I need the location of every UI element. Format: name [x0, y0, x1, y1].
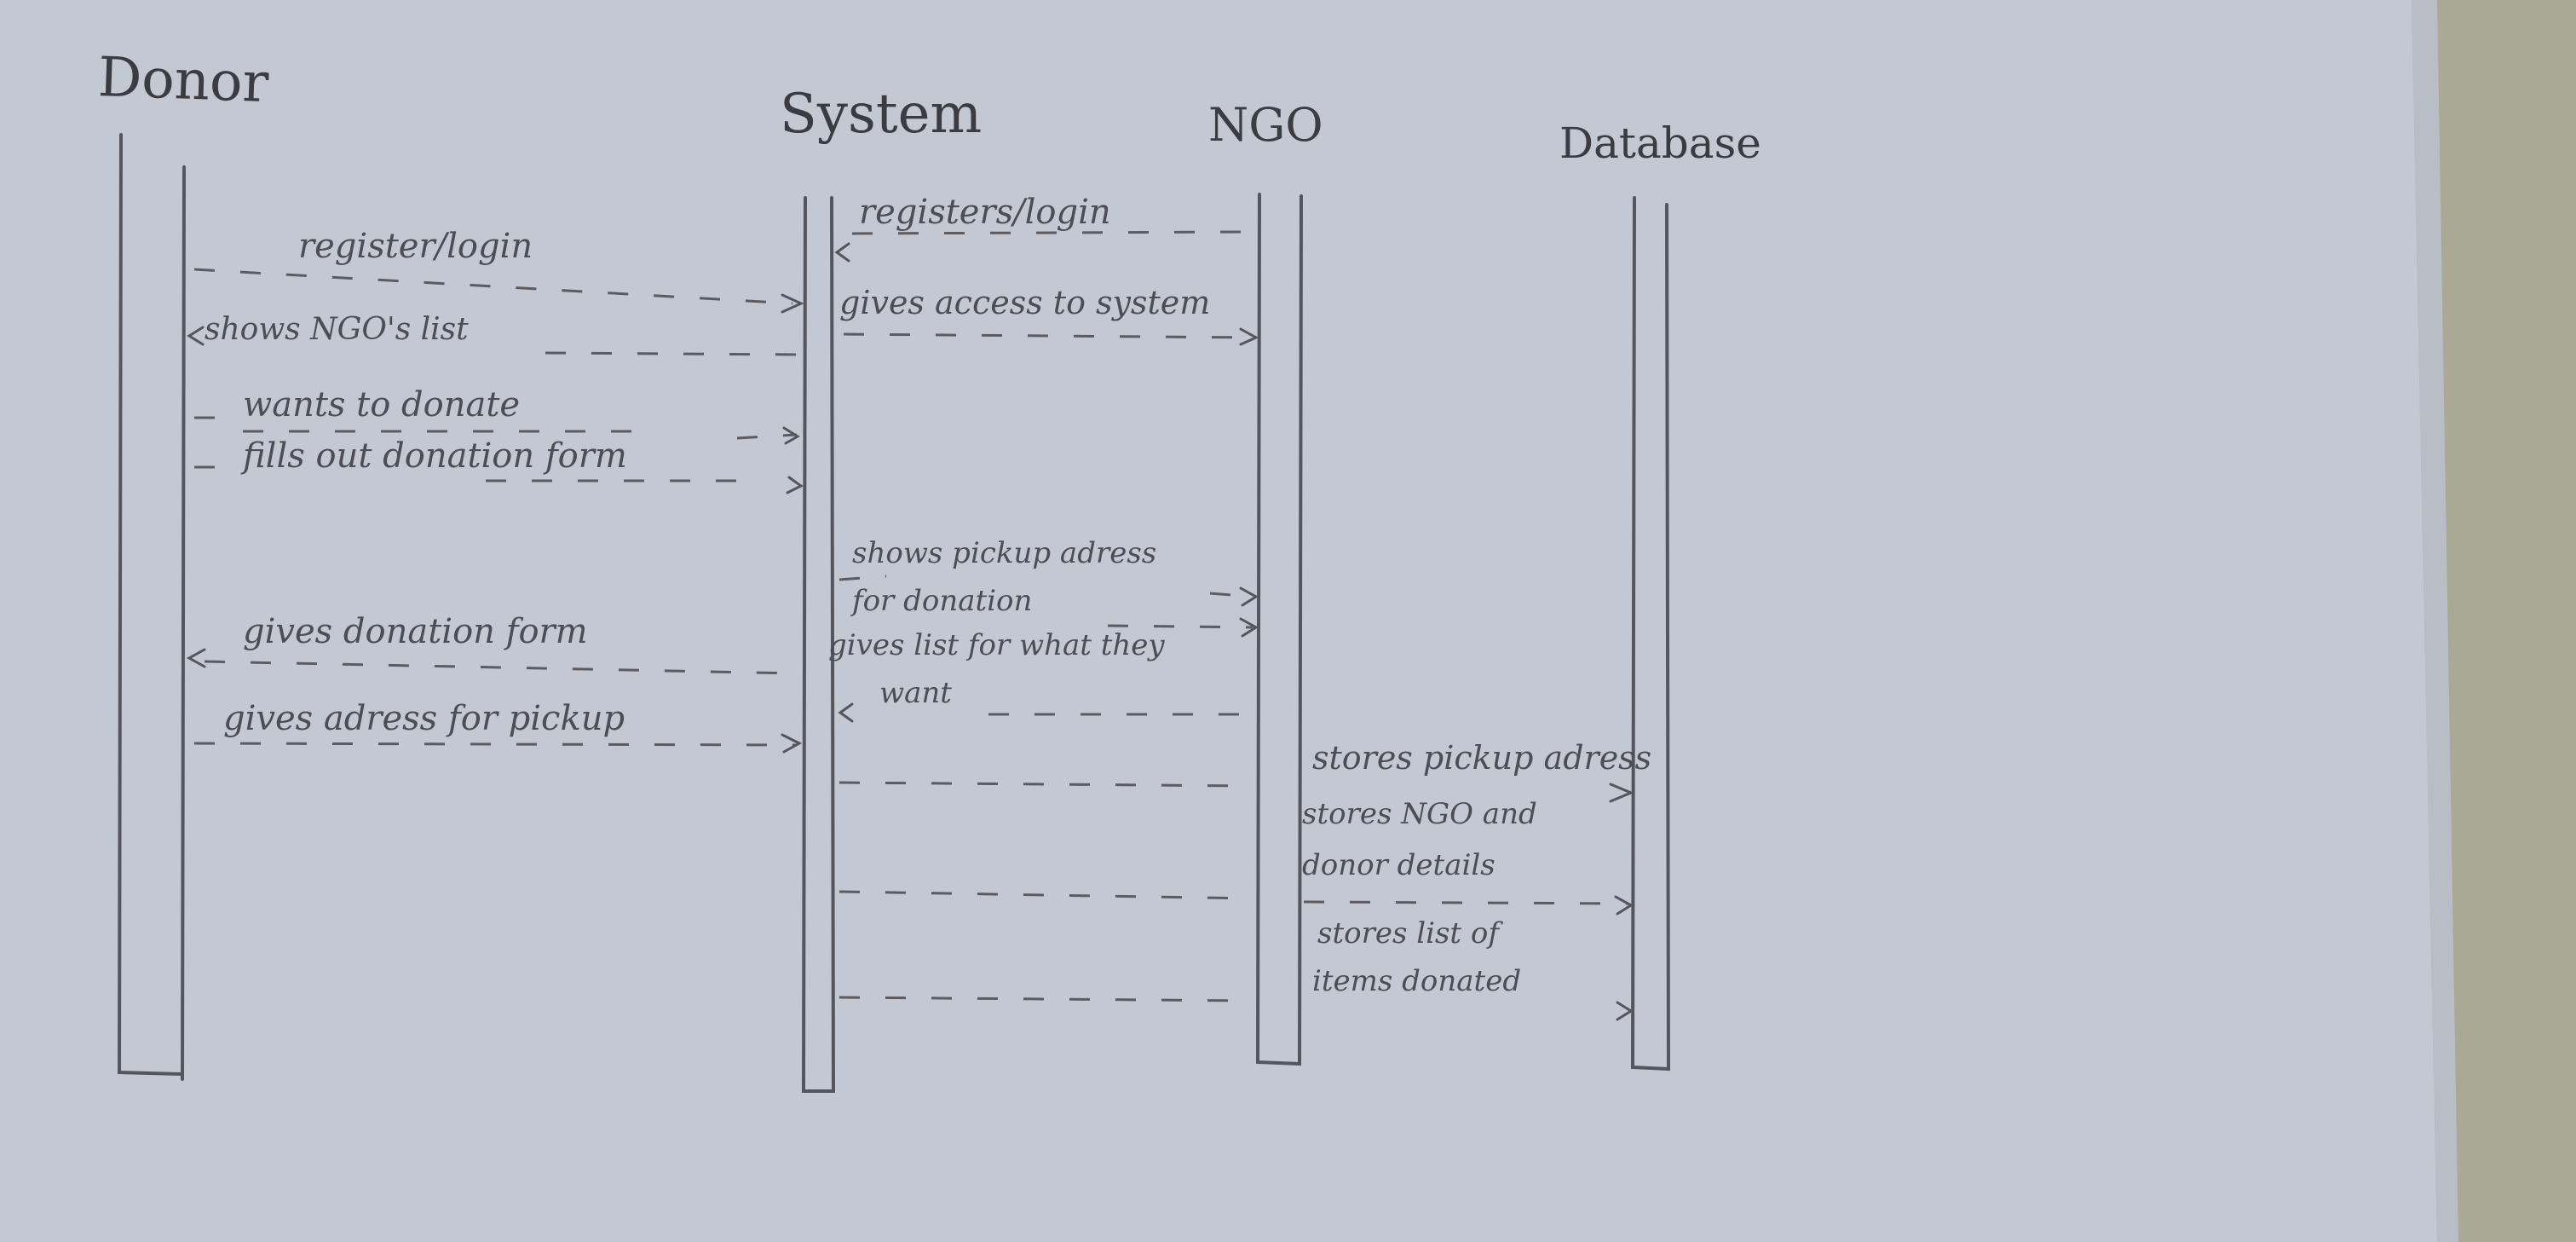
- message-label: shows NGO's list: [205, 312, 469, 347]
- message-arrow-line: [852, 232, 1253, 234]
- message-label-line1: stores NGO and: [1302, 797, 1537, 831]
- message-label-line2: donor details: [1302, 848, 1495, 882]
- message-label: gives adress for pickup: [223, 699, 625, 738]
- actor-system-label: System: [780, 83, 983, 146]
- message-label: want: [879, 676, 952, 710]
- message-label: gives list for what they: [828, 628, 1165, 662]
- actor-donor-label: Donor: [96, 46, 270, 115]
- message-label: wants to donate: [243, 385, 521, 425]
- actor-ngo-label: NGO: [1208, 98, 1323, 152]
- actor-database-label: Database: [1559, 118, 1761, 168]
- message-label-line2: for donation: [852, 584, 1033, 618]
- message-label: gives donation form: [243, 612, 588, 651]
- message-label-line1: shows pickup adress: [852, 536, 1157, 570]
- message-label-line2: items donated: [1312, 964, 1522, 998]
- message-label: stores pickup adress: [1312, 739, 1652, 777]
- message-label-line1: stores list of: [1317, 916, 1499, 950]
- message-label: registers/login: [859, 193, 1111, 232]
- message-label: gives access to system: [839, 284, 1211, 321]
- message-label: register/login: [298, 227, 533, 266]
- message-label: fills out donation form: [243, 436, 627, 476]
